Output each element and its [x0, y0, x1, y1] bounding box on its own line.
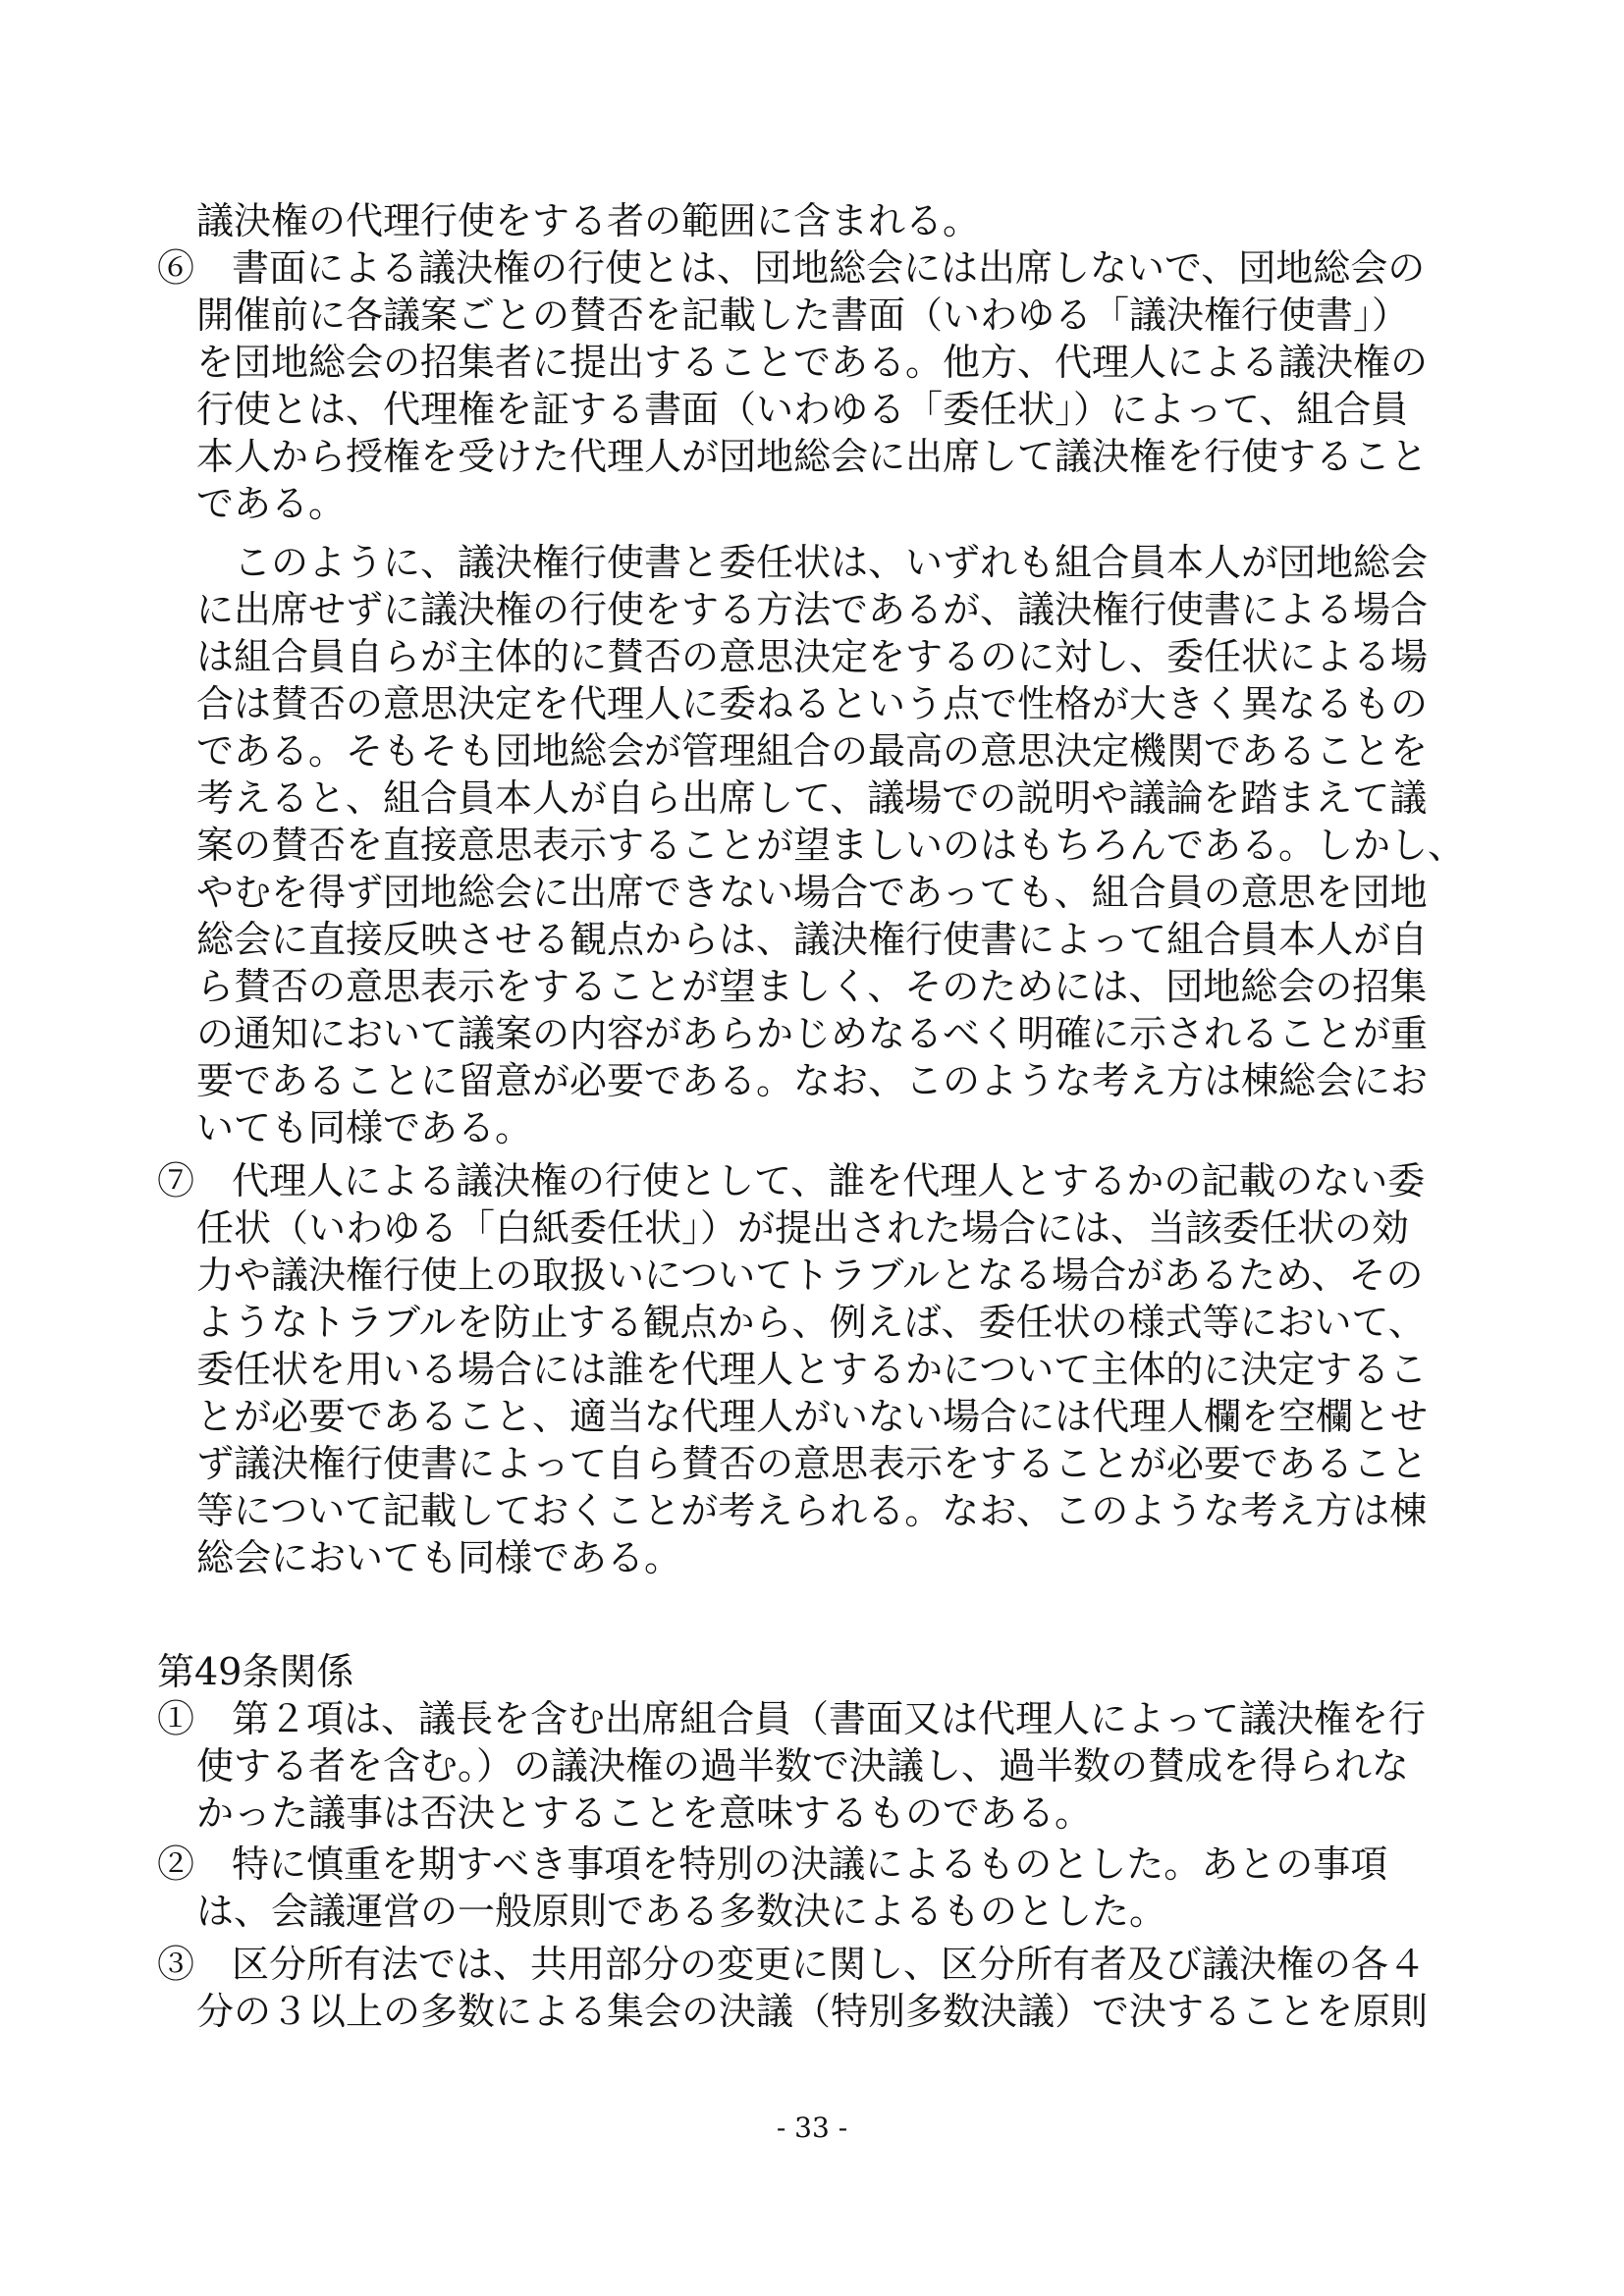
page-number: - 33 - — [776, 2111, 848, 2144]
text-line: 要であることに留意が必要である。なお、このような考え方は棟総会にお — [196, 1059, 1429, 1102]
item-1-heading-line: ① 第２項は、議長を含む出席組合員（書面又は代理人によって議決権を行 — [157, 1697, 1427, 1740]
item-6-heading-line: ⑥ 書面による議決権の行使とは、団地総会には出席しないで、団地総会の — [157, 246, 1426, 290]
text-line: 任状（いわゆる「白紙委任状」）が提出された場合には、当該委任状の効 — [196, 1206, 1410, 1250]
text-line: である。 — [196, 482, 347, 525]
text-line: やむを得ず団地総会に出席できない場合であっても、組合員の意思を団地 — [196, 871, 1428, 914]
text-line: の通知において議案の内容があらかじめなるべく明確に示されることが重 — [196, 1012, 1429, 1055]
text-line: 総会においても同様である。 — [196, 1536, 682, 1579]
item-7-heading-line: ⑦ 代理人による議決権の行使として、誰を代理人とするかの記載のない委 — [157, 1159, 1426, 1202]
text-line: 委任状を用いる場合には誰を代理人とするかについて主体的に決定するこ — [196, 1348, 1428, 1391]
item-3-heading-line: ③ 区分所有法では、共用部分の変更に関し、区分所有者及び議決権の各４ — [157, 1943, 1427, 1986]
text-line: 考えると、組合員本人が自ら出席して、議場での説明や議論を踏まえて議 — [196, 776, 1428, 820]
text-line: 等について記載しておくことが考えられる。なお、このような考え方は棟 — [196, 1489, 1428, 1532]
text-line: いても同様である。 — [196, 1106, 533, 1149]
text-line: ず議決権行使書によって自ら賛否の意思表示をすることが必要であること — [196, 1442, 1429, 1485]
text-line: かった議事は否決とすることを意味するものである。 — [196, 1791, 1093, 1835]
text-line: このように、議決権行使書と委任状は、いずれも組合員本人が団地総会 — [196, 541, 1429, 584]
text-line: 分の３以上の多数による集会の決議（特別多数決議）で決することを原則 — [196, 1990, 1429, 2033]
text-line: 合は賛否の意思決定を代理人に委ねるという点で性格が大きく異なるもの — [196, 682, 1429, 725]
text-line: である。そもそも団地総会が管理組合の最高の意思決定機関であることを — [196, 729, 1429, 773]
text-line: を団地総会の招集者に提出することである。他方、代理人による議決権の — [196, 341, 1429, 384]
text-line: 行使とは、代理権を証する書面（いわゆる「委任状」）によって、組合員 — [196, 388, 1409, 431]
text-line: は、会議運営の一般原則である多数決によるものとした。 — [196, 1890, 1167, 1933]
text-line: ら賛否の意思表示をすることが望ましく、そのためには、団地総会の招集 — [196, 965, 1428, 1008]
text-line: 開催前に各議案ごとの賛否を記載した書面（いわゆる「議決権行使書」） — [196, 294, 1410, 337]
text-line: ようなトラブルを防止する観点から、例えば、委任状の様式等において、 — [196, 1301, 1426, 1344]
text-line: に出席せずに議決権の行使をする方法であるが、議決権行使書による場合 — [196, 588, 1429, 631]
text-line: 力や議決権行使上の取扱いについてトラブルとなる場合があるため、その — [196, 1254, 1424, 1297]
text-line: 議決権の代理行使をする者の範囲に含まれる。 — [196, 199, 981, 242]
text-line: は組合員自らが主体的に賛否の意思決定をするのに対し、委任状による場 — [196, 635, 1429, 678]
section-heading: 第49条関係 — [157, 1650, 354, 1693]
text-line: 使する者を含む。）の議決権の過半数で決議し、過半数の賛成を得られな — [196, 1744, 1410, 1788]
text-line: とが必要であること、適当な代理人がいない場合には代理人欄を空欄とせ — [196, 1395, 1429, 1438]
text-line: 案の賛否を直接意思表示することが望ましいのはもちろんである。しかし、 — [196, 824, 1466, 867]
text-line: 総会に直接反映させる観点からは、議決権行使書によって組合員本人が自 — [196, 918, 1429, 961]
item-2-heading-line: ② 特に慎重を期すべき事項を特別の決議によるものとした。あとの事項 — [157, 1842, 1388, 1886]
text-line: 本人から授権を受けた代理人が団地総会に出席して議決権を行使すること — [196, 435, 1429, 478]
